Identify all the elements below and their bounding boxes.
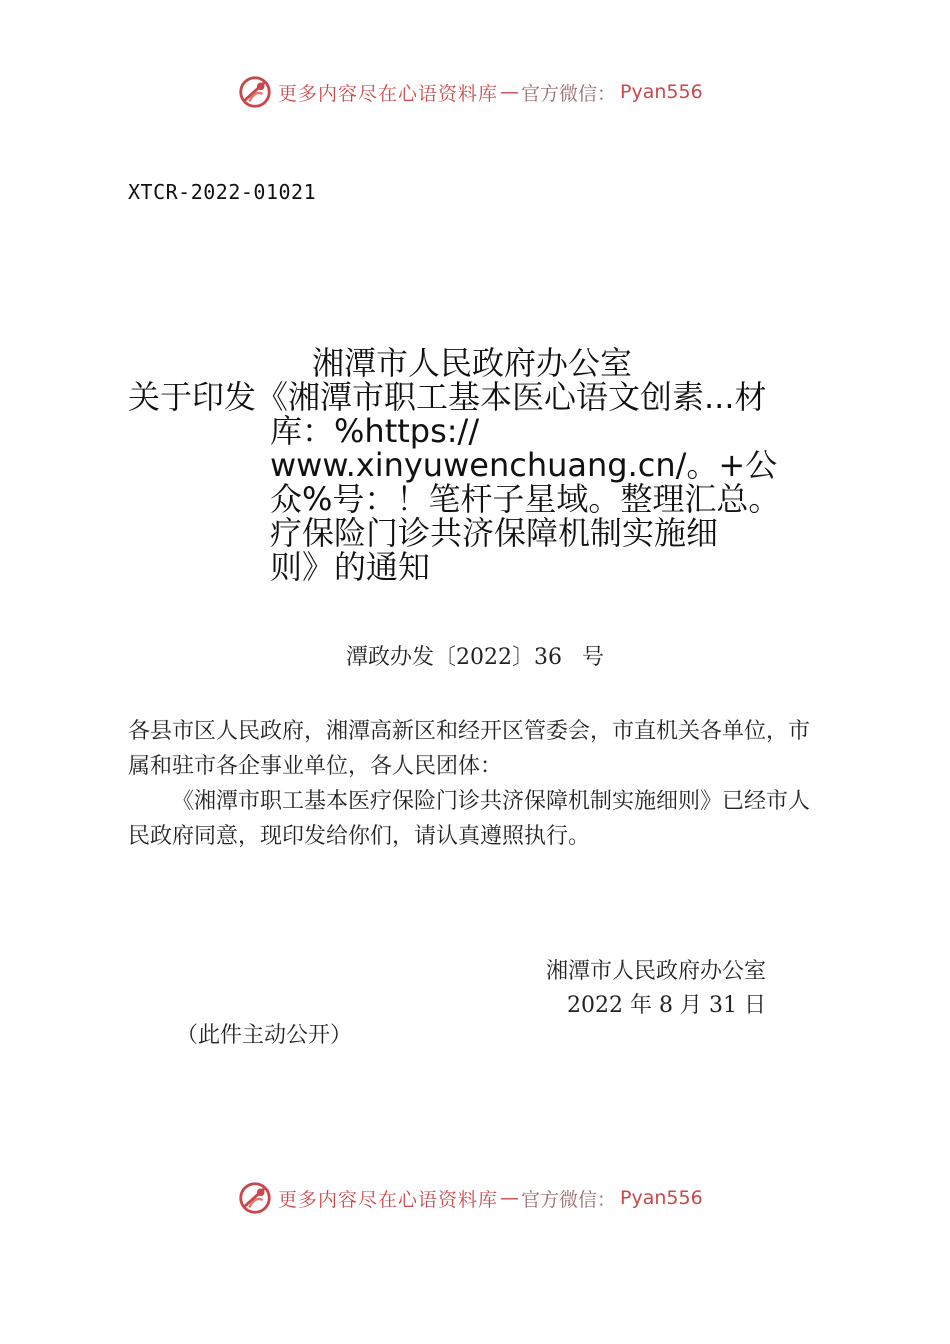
signature-org: 湘潭市人民政府办公室 xyxy=(545,959,766,984)
title-line: www.xinyuwenchuang.cn/。+公 xyxy=(270,446,778,484)
title-line: 疗保险门诊共济保障机制实施细 xyxy=(270,514,719,552)
banner-slogan: 更多内容尽在心语资料库 xyxy=(278,82,499,105)
title-line: 众%号：！笔杆子星域。整理汇总。 xyxy=(270,480,781,518)
watermark-banner-top xyxy=(236,72,756,112)
title-line: 湘潭市人民政府办公室 xyxy=(312,344,633,382)
signature-date: 2022 年 8 月 31 日 xyxy=(567,993,766,1018)
brand-logo-icon xyxy=(236,1179,274,1217)
signature-block xyxy=(510,955,766,1023)
title-line: 则》的通知 xyxy=(270,548,431,586)
body-paragraph: 各县市区人民政府，湘潭高新区和经开区管委会，市直机关各单位，市属和驻市各企事业单位，各人民团体： xyxy=(128,719,811,779)
banner-wechat-id: Pyan556 xyxy=(620,1187,703,1209)
document-number-suffix: 号 xyxy=(581,645,604,670)
banner-separator: — xyxy=(500,1187,520,1209)
banner-separator: — xyxy=(500,81,520,103)
banner-wechat-label: 官方微信： xyxy=(521,82,617,105)
banner-wechat-id: Pyan556 xyxy=(620,81,703,103)
title-line: 库：%https:// xyxy=(270,412,480,450)
banner-slogan: 更多内容尽在心语资料库 xyxy=(278,1188,499,1211)
document-number-value: 潭政办发〔2022〕36 xyxy=(346,645,562,670)
document-number xyxy=(0,640,950,671)
brand-logo-icon xyxy=(236,73,274,111)
document-code: XTCR-2022-01021 xyxy=(128,180,317,204)
title-line: 关于印发《湘潭市职工基本医心语文创素...材 xyxy=(128,378,767,416)
body-paragraph: 《湘潭市职工基本医疗保险门诊共济保障机制实施细则》已经市人民政府同意，现印发给你们，请认真遵照执行。 xyxy=(128,789,811,849)
document-title xyxy=(128,346,828,584)
banner-wechat-label: 官方微信： xyxy=(521,1188,617,1211)
watermark-banner-bottom xyxy=(236,1178,756,1218)
public-note: （此件主动公开） xyxy=(176,1023,353,1048)
document-body xyxy=(128,714,828,854)
